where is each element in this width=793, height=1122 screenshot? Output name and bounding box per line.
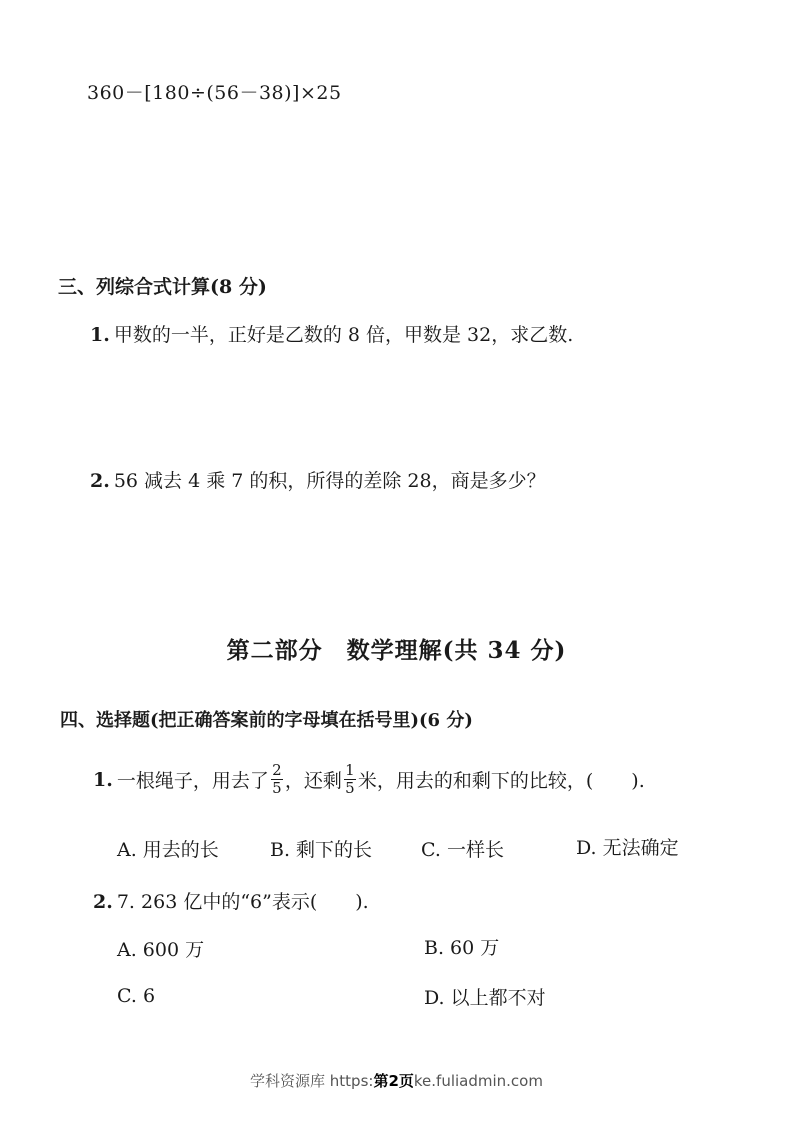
fraction-denominator: 5 xyxy=(272,779,282,797)
question-number: 1. xyxy=(93,768,113,791)
question-number: 1. xyxy=(90,324,110,346)
question-number: 2. xyxy=(93,891,113,913)
footer-url-text: ke.fuliadmin.com xyxy=(413,1072,543,1090)
option-d: D. 以上都不对 xyxy=(424,987,546,1009)
fraction-denominator: 5 xyxy=(345,779,355,797)
fraction-two-fifths xyxy=(271,763,283,796)
question-text: 甲数的一半，正好是乙数的 8 倍，甲数是 32，求乙数. xyxy=(113,324,574,346)
page-footer xyxy=(0,1070,793,1091)
option-c: C. 6 xyxy=(117,985,156,1007)
section-3-question-1 xyxy=(90,320,573,347)
option-b: B. 60 万 xyxy=(424,937,500,959)
section-4-heading: 四、选择题(把正确答案前的字母填在括号里)(6 分) xyxy=(60,710,473,731)
option-b: B. 剩下的长 xyxy=(270,839,373,861)
question-text-part-3: 米，用去的和剩下的比较，( ). xyxy=(357,770,645,792)
question-text-part-2: ，还剩 xyxy=(284,770,342,792)
fraction-numerator: 2 xyxy=(272,761,282,779)
option-a: A. 用去的长 xyxy=(117,839,219,861)
expression-problem: 360－[180÷(56－38)]×25 xyxy=(87,82,342,104)
fraction-numerator: 1 xyxy=(345,761,355,779)
option-a: A. 600 万 xyxy=(117,939,205,961)
option-c: C. 一样长 xyxy=(421,839,504,861)
question-number: 2. xyxy=(90,470,110,492)
question-text: 56 减去 4 乘 7 的积，所得的差除 28，商是多少？ xyxy=(113,470,546,492)
section-3-question-2 xyxy=(90,466,546,493)
section-4-question-2 xyxy=(93,887,369,914)
question-text: 7. 263 亿中的“6”表示( ). xyxy=(116,891,369,913)
part-2-title: 第二部分 数学理解(共 34 分) xyxy=(226,637,567,664)
section-4-question-1 xyxy=(93,763,645,796)
question-text-part-1: 一根绳子，用去了 xyxy=(116,770,269,792)
footer-source-text: 学科资源库 https: xyxy=(250,1072,374,1090)
section-3-heading: 三、列综合式计算(8 分) xyxy=(58,276,267,298)
option-d: D. 无法确定 xyxy=(576,837,679,859)
page-number: 第2页 xyxy=(373,1072,414,1090)
fraction-one-fifth xyxy=(344,763,356,796)
